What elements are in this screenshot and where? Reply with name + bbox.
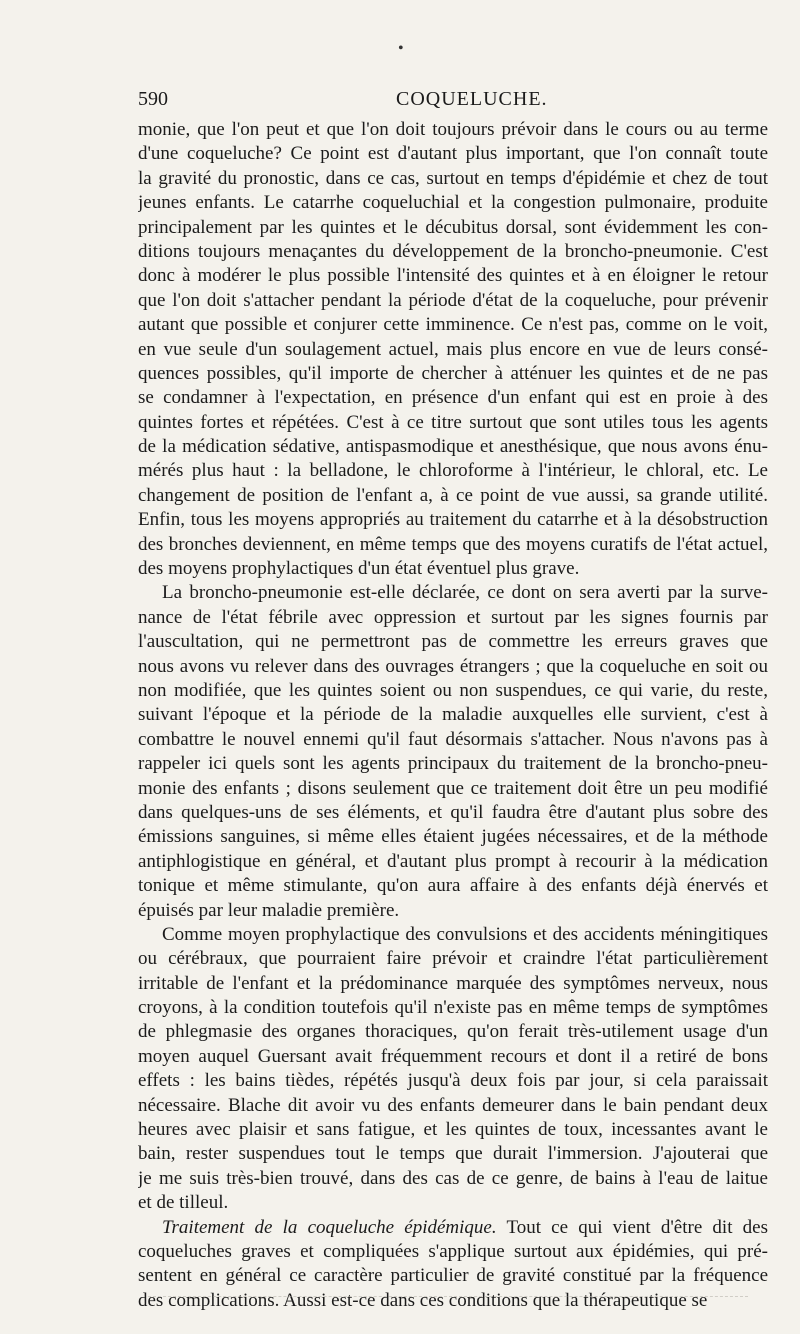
text-line: combattre le nouvel ennemi qu'il faut désormais s'attacher. Nous n'avons pas à [138,728,768,750]
text-line: l'auscultation, qui ne permettront pas de commettre les erreurs graves que [138,631,768,653]
text-line: des bronches deviennent, en même temps que des moyens curatifs de l'état actuel, [138,533,768,555]
text-line: dans quelques-uns de ses éléments, et qu'il faudra être d'autant plus sobre des [138,801,768,823]
text-line: Comme moyen prophylactique des convulsions et des accidents méningitiques [162,923,768,945]
text-line: d'une coqueluche? Ce point est d'autant plus important, que l'on connaît toute [138,143,768,165]
text-line: effets : les bains tièdes, répétés jusqu'à deux fois par jour, si cela paraissait [138,1070,768,1092]
text-line: de la médication sédative, antispasmodique et anesthésique, que nous avons énu- [138,436,768,458]
page-body [138,118,768,1313]
text-line: coqueluches graves et compliquées s'applique surtout aux épidémies, qui pré- [138,1240,768,1262]
print-mark: • [398,40,404,57]
page-number: 590 [138,88,168,110]
text-line: monie des enfants ; disons seulement que ce traitement doit être un peu modifié [138,777,768,799]
text-line: en vue seule d'un soulagement actuel, mais plus encore en vue de leurs consé- [138,338,768,360]
text-line: ditions toujours menaçantes du développement de la broncho-pneumonie. C'est [138,240,768,262]
text-line: La broncho-pneumonie est-elle déclarée, ce dont on sera averti par la surve- [162,582,768,604]
text-line: moyen auquel Guersant avait fréquemment recours et dont il a retiré de bons [138,1045,768,1067]
paragraph [138,118,768,581]
text-line: et de tilleul. [138,1192,229,1214]
running-header [138,88,768,116]
paragraph [138,581,768,922]
text-line: sentent en général ce caractère particulier de gravité constitué par la fréquence [138,1265,768,1287]
text-line: heures avec plaisir et sans fatigue, et les quintes de toux, incessantes avant le [138,1119,768,1141]
text-line: nance de l'état fébrile avec oppression et surtout par les signes fournis par [138,606,768,628]
text-line: quences possibles, qu'il importe de chercher à atténuer les quintes et de ne pas [138,362,768,384]
running-title: COQUELUCHE. [396,88,548,110]
text-line: non modifiée, que les quintes soient ou non suspendues, ce qui varie, du reste, [138,679,768,701]
heading-continuation: Tout ce qui vient d'être dit des [496,1216,768,1238]
text-line: Enfin, tous les moyens appropriés au traitement du catarrhe et à la désobstruction [138,509,768,531]
text-line: la gravité du pronostic, dans ce cas, surtout en temps d'épidémie et chez de tout [138,167,768,189]
text-line: bain, rester suspendues tout le temps que durait l'immersion. J'ajouterai que [138,1143,768,1165]
text-line: mérés plus haut : la belladone, le chloroforme à l'intérieur, le chloral, etc. Le [138,460,768,482]
text-line: je me suis très-bien trouvé, dans des cas de ce genre, de bains à l'eau de laitue [138,1167,768,1189]
text-line: des moyens prophylactiques d'un état éventuel plus grave. [138,558,580,580]
text-line: suivant l'époque et la période de la maladie auxquelles elle survient, c'est à [138,704,768,726]
text-line: antiphlogistique en général, et d'autant plus prompt à recourir à la médication [138,850,768,872]
text-line [138,1216,768,1240]
text-line: nous avons vu relever dans des ouvrages étrangers ; que la coqueluche en soit ou [138,655,768,677]
text-line: se condamner à l'expectation, en présence d'un enfant qui est en proie à des [138,387,768,409]
text-line: de phlegmasie des organes thoraciques, qu'on ferait très-utilement usage d'un [138,1021,768,1043]
text-line: donc à modérer le plus possible l'intensité des quintes et à en éloigner le retour [138,265,768,287]
text-line: que l'on doit s'attacher pendant la période d'état de la coqueluche, pour prévenir [138,289,768,311]
text-line: des complications. Aussi est-ce dans ces conditions que la thérapeutique se [138,1289,708,1311]
text-line: émissions sanguines, si même elles étaient jugées nécessaires, et de la méthode [138,826,768,848]
section-heading: Traitement de la coqueluche épidémique. [162,1216,497,1238]
text-line: rappeler ici quels sont les agents principaux du traitement de la broncho-pneu- [138,753,768,775]
text-line: principalement par les quintes et le décubitus dorsal, sont évidemment les con- [138,216,768,238]
text-line: tonique et même stimulante, qu'on aura affaire à des enfants déjà énervés et [138,875,768,897]
text-line: ou cérébraux, que pourraient faire prévoir et craindre l'état particulièrement [138,948,768,970]
text-line: changement de position de l'enfant a, à ce point de vue aussi, sa grande utilité. [138,484,768,506]
text-line: irritable de l'enfant et la prédominance marquée des symptômes nerveux, nous [138,972,768,994]
bottom-speckle [148,1296,748,1305]
text-line: nécessaire. Blache dit avoir vu des enfants demeurer dans le bain pendant deux [138,1094,768,1116]
text-line: jeunes enfants. Le catarrhe coqueluchial et la congestion pulmonaire, produite [138,192,768,214]
text-line: monie, que l'on peut et que l'on doit toujours prévoir dans le cours ou au terme [138,119,768,140]
text-line: autant que possible et conjurer cette imminence. Ce n'est pas, comme on le voit, [138,314,768,336]
text-line: épuisés par leur maladie première. [138,899,400,921]
paragraph [138,923,768,1216]
text-line: quintes fortes et répétées. C'est à ce titre surtout que sont utiles tous les agents [138,411,768,433]
text-line: croyons, à la condition toutefois qu'il n'existe pas en même temps de symptômes [138,997,768,1019]
